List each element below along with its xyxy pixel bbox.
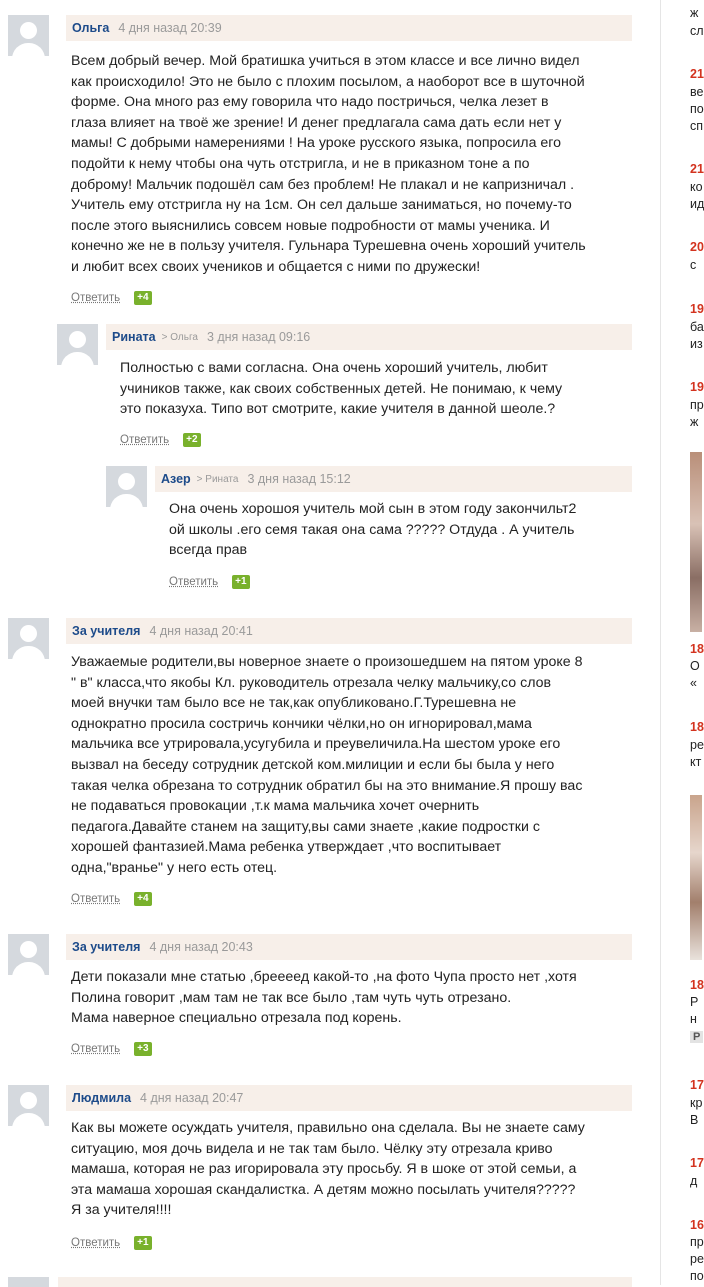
reply-link[interactable]: Ответить (71, 292, 121, 304)
reply-link[interactable]: Ответить (71, 1237, 121, 1249)
comment (8, 618, 632, 918)
rating-badge[interactable]: +1 (134, 1236, 151, 1250)
news-time: 20 (690, 240, 704, 254)
comment (8, 1085, 632, 1255)
comment-author[interactable]: Рината (112, 330, 156, 344)
reply-link[interactable]: Ответить (120, 434, 170, 446)
user-avatar-icon (8, 934, 49, 975)
comment-text: Она очень хорошоя учитель мой сын в этом году закончильт2 ой школы .его семя такая она сама ????? Отдуда . А учитель всегда прав (169, 501, 577, 559)
user-avatar-icon (8, 1277, 49, 1287)
news-text[interactable]: ве (690, 85, 704, 99)
comment-text: Всем добрый вечер. Мой братишка учиться в этом классе и все лично видел как происходило! Это не было с плохим посылом, а наоборот все в шуточной форме. Она много раз ему говорила что надо постричься, челка лезет в глаза влияет на твоё же зрение! И денег предлагала сама дать если нет у мамы! С добрыми намерениями ! На уроке русского языка, попросила его подойти к нему чтобы она чуть отстригла, и не в приказном тоне а по доброму! Мальчик подошёл сам без проблем! Не плакал и не капризничал . Учитель ему отстригла ну на 1см. Он сел дальше заниматься, но почему-то после этого выяснились совсем новые подробности от мамы ученика. И конечно же не в пользу учителя. Гульнара Турешевна очень хороший учитель и любит всех своих учеников и общается с ними по дружески! (71, 53, 586, 275)
news-text[interactable]: с (690, 258, 697, 272)
rating-badge[interactable]: +4 (134, 291, 151, 305)
comment (8, 15, 632, 315)
rating-badge[interactable]: +2 (183, 433, 200, 447)
news-time: 19 (690, 302, 704, 316)
reply-to-label[interactable]: > Рината (196, 473, 239, 485)
news-text[interactable]: кр (690, 1096, 703, 1110)
comment-author[interactable]: За учителя (72, 624, 141, 638)
reply-to-label[interactable]: > Ольга (161, 331, 198, 343)
news-text[interactable]: н (690, 1012, 697, 1026)
news-text[interactable]: из (690, 337, 703, 351)
comment-author[interactable]: За учителя (72, 940, 141, 954)
comment-author[interactable]: Людмила (72, 1091, 132, 1105)
reply-link[interactable]: Ответить (71, 893, 121, 905)
news-time: 19 (690, 380, 704, 394)
comment-header (66, 618, 632, 644)
news-text[interactable]: ж (690, 6, 699, 20)
news-text[interactable]: В (690, 1113, 699, 1127)
news-text[interactable]: ре (690, 1252, 704, 1266)
news-text[interactable]: « (690, 676, 697, 690)
news-text[interactable]: ид (690, 197, 704, 211)
news-text[interactable]: пр (690, 398, 704, 412)
rating-badge[interactable]: +4 (134, 892, 151, 906)
comment-date: 4 дня назад 20:39 (118, 21, 222, 35)
comment-date: 4 дня назад 20:41 (149, 624, 253, 638)
category-badge[interactable]: Р (690, 1031, 703, 1043)
news-time: 21 (690, 162, 704, 176)
comment-author[interactable]: Ольга (72, 21, 110, 35)
comment-text: Дети показали мне статью ,бреееед какой-то ,на фото Чупа просто нет ,хотя Полина говорит ,мам там не так все было ,там чуть чуть отрезано. Мама наверное специально отрезала под корень. (71, 969, 577, 1027)
comment (8, 934, 632, 1064)
user-avatar-icon (57, 324, 98, 365)
comment-header (155, 466, 632, 492)
comment-text: Уважаемые родители,вы новерное знаете о произошедшем на пятом уроке 8 " в" класса,что якобы Кл. руководитель отрезала челку мальчику,со слов моей внучки там было все не так,как опубликовано.Г.Турешевна не однократно просила состричь кончики чёлки,но он игнорировал,мама мальчика все утрировала,усугубила и преувеличила.На шестом уроке его вызвал на беседу сотрудник детской ком.милиции и если бы была у него такая челка обрезана то сотрудник обратил бы на это внимание.Я прошу вас не подаваться провокации ,т.к мама мальчика хочет очернить педагога.Давайте станем на защиту,вы сами знаете ,какие подростки с хорошей фантазией.Мама ребенка утверждает ,что воспитывает одна,"вранье" у него есть отец. (71, 654, 583, 876)
news-text[interactable]: ба (690, 320, 704, 334)
news-time: 16 (690, 1218, 704, 1232)
reply-link[interactable]: Ответить (71, 1043, 121, 1055)
news-text[interactable]: ре (690, 738, 704, 752)
news-text[interactable]: кт (690, 755, 702, 769)
comment-header (66, 934, 632, 960)
news-time: 18 (690, 978, 704, 992)
comment-reply (57, 324, 632, 454)
news-text[interactable]: сп (690, 119, 704, 133)
news-time: 17 (690, 1156, 704, 1170)
comment-date: 4 дня назад 20:43 (149, 940, 253, 954)
user-avatar-icon (8, 618, 49, 659)
reply-link[interactable]: Ответить (169, 576, 219, 588)
news-text[interactable]: сл (690, 24, 704, 38)
comment-text: Как вы можете осуждать учителя, правильно она сделала. Вы не знаете саму ситуацию, моя дочь видела и не так там было. Чёлку эту отрезала криво мамаша, которая не раз игорировала эту просьбу. Я в шоке от этой семьи, а эта мамаша хорошая скандалистка. А детям можно посылать учителя????? Я за учителя!!!! (71, 1120, 585, 1219)
comment-author[interactable]: Азер (161, 472, 191, 486)
comment-header (66, 15, 632, 41)
news-text[interactable]: ж (690, 415, 699, 429)
user-avatar-icon (106, 466, 147, 507)
rating-badge[interactable]: +1 (232, 575, 249, 589)
news-thumbnail[interactable] (690, 452, 702, 632)
news-time: 18 (690, 642, 704, 656)
news-time: 17 (690, 1078, 704, 1092)
comment-header (106, 324, 632, 350)
comment-date: 4 дня назад 20:47 (140, 1091, 244, 1105)
news-time: 18 (690, 720, 704, 734)
news-text[interactable]: пр (690, 1235, 704, 1249)
news-text[interactable]: по (690, 102, 704, 116)
news-text[interactable]: О (690, 659, 700, 673)
comment-reply (106, 466, 632, 596)
comment-date: 3 дня назад 15:12 (247, 472, 351, 486)
comment-date: 3 дня назад 09:16 (206, 330, 311, 344)
news-text[interactable]: д (690, 1174, 698, 1188)
news-text[interactable]: Р (690, 995, 699, 1009)
news-text[interactable]: ко (690, 180, 703, 194)
rating-badge[interactable]: +3 (134, 1042, 151, 1056)
news-sidebar (660, 0, 704, 1285)
news-thumbnail[interactable] (690, 795, 702, 960)
news-text[interactable]: по (690, 1269, 704, 1283)
user-avatar-icon (8, 15, 49, 56)
user-avatar-icon (8, 1085, 49, 1126)
comment-header (66, 1085, 632, 1111)
news-time: 21 (690, 67, 704, 81)
comment-header (58, 1277, 632, 1287)
comment-text: Полностью с вами согласна. Она очень хороший учитель, любит учиников также, как своих собственных детей. Не понимаю, к чему это показуха. Типо вот смотрите, какие учителя в данной шеоле.? (120, 360, 563, 418)
